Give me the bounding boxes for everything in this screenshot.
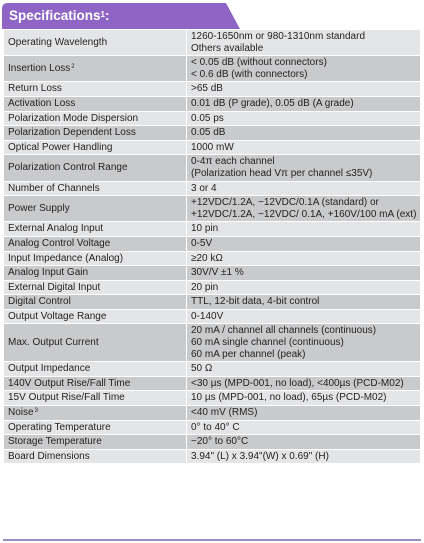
spec-value-cell [187,30,421,56]
spec-label: Analog Input Gain [8,267,89,279]
spec-row [4,82,421,97]
spec-label-cell [4,96,187,111]
spec-value: <40 mV (RMS) [191,407,258,419]
spec-row [4,449,421,464]
spec-value-cell [187,236,421,251]
spec-row [4,420,421,435]
spec-row [4,435,421,450]
spec-value: 1000 mW [191,141,234,153]
spec-label: Noise [8,407,34,419]
spec-label: Digital Control [8,296,71,308]
spec-label: Output Impedance [8,363,91,375]
spec-value-cell [187,435,421,450]
spec-label: Output Voltage Range [8,310,107,322]
section-title-colon: : [104,8,110,23]
spec-label: Input Impedance (Analog) [8,252,124,264]
spec-value: 10 pin [191,223,219,235]
spec-label: Max. Output Current [8,337,99,349]
spec-row [4,324,421,362]
spec-value: 60 mA single channel (continuous) [191,337,344,349]
spec-label-cell [4,196,187,222]
spec-value: 0.01 dB (P grade), 0.05 dB (A grade) [191,97,354,109]
spec-row [4,155,421,181]
spec-row [4,236,421,251]
spec-label-cell [4,449,187,464]
spec-label: Operating Temperature [8,421,111,433]
spec-value: 30V/V ±1 % [191,267,244,279]
spec-value-cell [187,222,421,237]
spec-label-cell [4,82,187,97]
spec-label-cell [4,295,187,310]
spec-value: 0-140V [191,310,224,322]
spec-label: External Analog Input [8,223,104,235]
spec-value-cell [187,181,421,196]
spec-row [4,251,421,266]
spec-value-cell [187,155,421,181]
spec-value-cell [187,309,421,324]
spec-value-cell [187,420,421,435]
spec-value: 0-4π each channel [191,156,275,168]
spec-value: +12VDC/1.2A, −12VDC/0.1A (standard) or [191,197,379,209]
spec-value-cell [187,140,421,155]
spec-row [4,56,421,82]
spec-value: ≥20 kΩ [191,252,223,264]
spec-value: <30 µs (MPD-001, no load), <400µs (PCD-M02) [191,377,404,389]
spec-row [4,295,421,310]
spec-value-cell [187,251,421,266]
spec-row [4,362,421,377]
spec-label-cell [4,266,187,281]
spec-label-cell [4,376,187,391]
spec-label: Polarization Dependent Loss [8,127,136,139]
spec-value: 3 or 4 [191,182,217,194]
spec-value-cell [187,280,421,295]
section-title-footnote: 1 [100,10,105,19]
spec-value-cell [187,126,421,141]
bottom-rule [3,539,421,541]
spec-label-cell [4,435,187,450]
spec-value-cell [187,266,421,281]
spec-value: 0.05 dB [191,127,226,139]
spec-label: Storage Temperature [8,436,102,448]
spec-row [4,406,421,421]
spec-value: 60 mA per channel (peak) [191,348,306,360]
spec-label-cell [4,420,187,435]
spec-label: Polarization Mode Dispersion [8,112,139,124]
spec-value-cell [187,96,421,111]
spec-row [4,140,421,155]
spec-row [4,111,421,126]
spec-label-cell [4,222,187,237]
spec-value-cell [187,324,421,362]
spec-value-cell [187,391,421,406]
spec-label: Polarization Control Range [8,162,128,174]
spec-value-cell [187,376,421,391]
spec-row [4,181,421,196]
spec-row [4,280,421,295]
spec-label: Optical Power Handling [8,141,113,153]
spec-label: 140V Output Rise/Fall Time [8,377,131,389]
spec-value: 50 Ω [191,363,213,375]
spec-value: 20 mA / channel all channels (continuous) [191,325,377,337]
spec-value: Others available [191,42,264,54]
spec-value-cell [187,82,421,97]
spec-value-cell [187,56,421,82]
spec-label: Power Supply [8,202,70,214]
spec-label: Board Dimensions [8,450,90,462]
spec-label-cell [4,362,187,377]
spec-label-cell [4,324,187,362]
spec-row [4,30,421,56]
spec-row [4,266,421,281]
section-header [2,3,240,29]
spec-label: Number of Channels [8,182,100,194]
spec-label-cell [4,111,187,126]
spec-table [3,29,421,464]
spec-row [4,196,421,222]
spec-row [4,391,421,406]
spec-row [4,376,421,391]
spec-label-cell [4,406,187,421]
spec-label-cell [4,30,187,56]
spec-row [4,222,421,237]
spec-value: < 0.6 dB (with connectors) [191,68,308,80]
spec-label: Activation Loss [8,97,76,109]
spec-label-cell [4,155,187,181]
spec-value-cell [187,196,421,222]
spec-value-cell [187,111,421,126]
spec-value: 20 pin [191,281,219,293]
spec-label-cell [4,56,187,82]
spec-label-cell [4,251,187,266]
spec-label-cell [4,391,187,406]
spec-table-body [4,30,421,464]
spec-value: −20° to 60°C [191,436,249,448]
spec-row [4,126,421,141]
section-title [9,8,109,24]
spec-value: (Polarization head Vπ per channel ≤35V) [191,167,373,179]
spec-label-cell [4,126,187,141]
spec-value: 10 µs (MPD-001, no load), 65µs (PCD-M02) [191,392,387,404]
spec-value: 0.05 ps [191,112,224,124]
spec-value-cell [187,449,421,464]
spec-label: Operating Wavelength [8,36,108,48]
spec-value: 0° to 40° C [191,421,240,433]
spec-value-cell [187,362,421,377]
spec-label-cell [4,236,187,251]
spec-value-cell [187,406,421,421]
spec-label-footnote: 2 [71,63,75,70]
spec-value: < 0.05 dB (without connectors) [191,57,327,69]
spec-label: Return Loss [8,83,62,95]
spec-value: +12VDC/1.2A, −12VDC/ 0.1A, +160V/100 mA (ext) [191,208,417,220]
spec-value: >65 dB [191,83,223,95]
spec-label: External Digital Input [8,281,101,293]
section-title-text: Specifications [9,8,101,23]
spec-value: 1260-1650nm or 980-1310nm standard [191,31,366,42]
spec-label: Insertion Loss [8,62,71,74]
spec-label-cell [4,140,187,155]
spec-value: 3.94" (L) x 3.94"(W) x 0.69" (H) [191,450,329,462]
spec-label-cell [4,280,187,295]
spec-label-cell [4,309,187,324]
spec-value-cell [187,295,421,310]
spec-row [4,96,421,111]
spec-value: TTL, 12-bit data, 4-bit control [191,296,320,308]
spec-label-cell [4,181,187,196]
spec-label: Analog Control Voltage [8,237,111,249]
spec-label: 15V Output Rise/Fall Time [8,392,125,404]
spec-label-footnote: 3 [34,408,38,415]
spec-row [4,309,421,324]
spec-value: 0-5V [191,237,213,249]
